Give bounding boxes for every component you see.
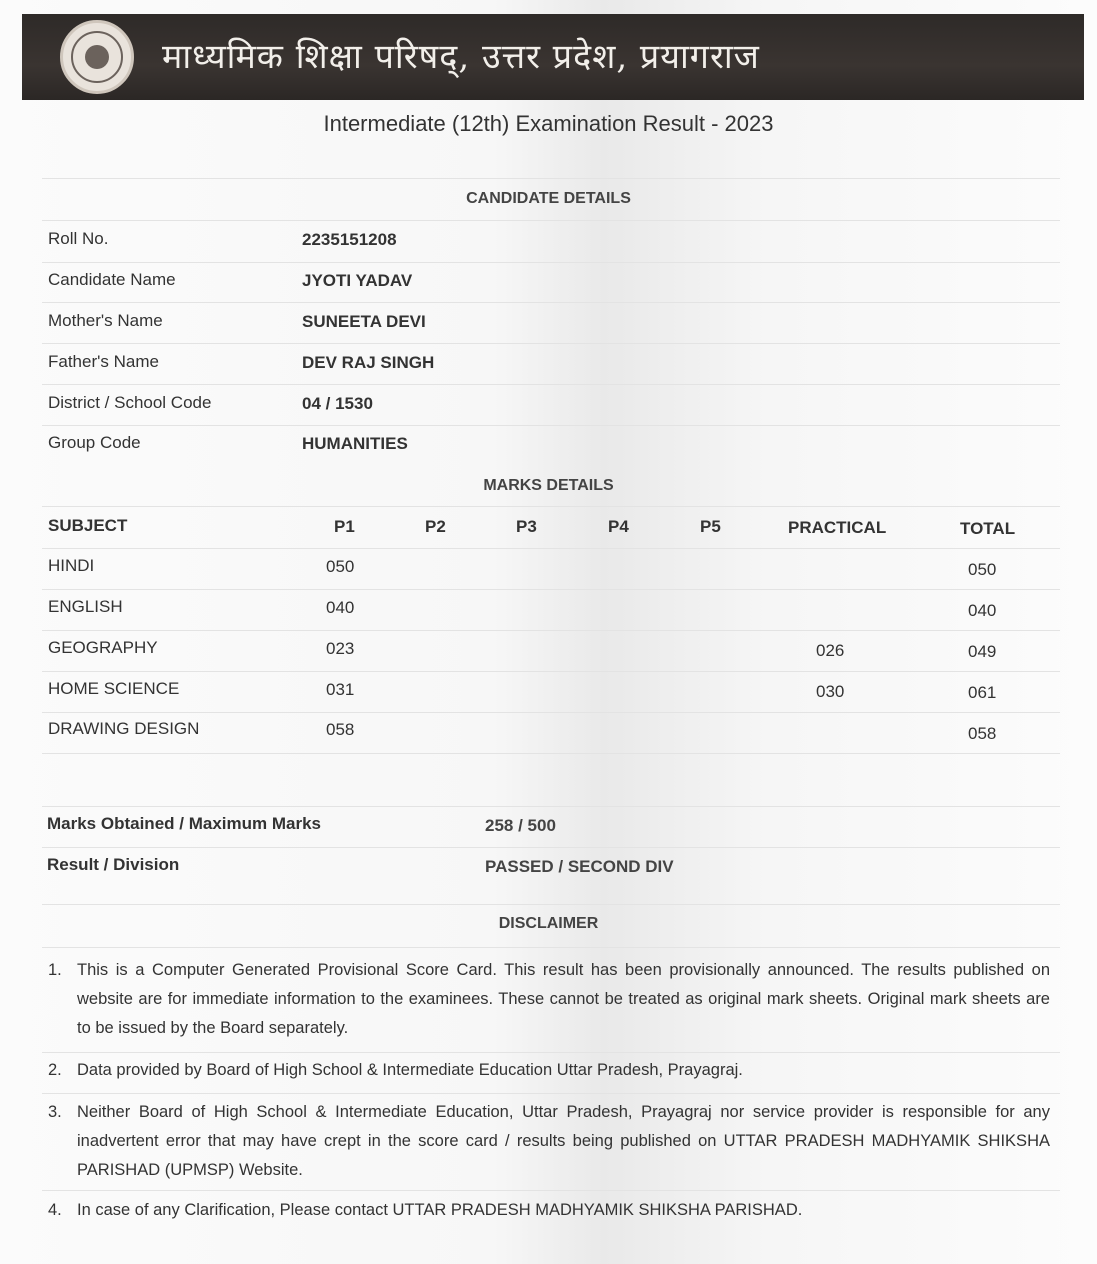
disclaimer-text: Data provided by Board of High School & Intermediate Education Uttar Pradesh, Prayagraj. (77, 1061, 743, 1079)
marks-obtained-label: Marks Obtained / Maximum Marks (47, 814, 321, 833)
subject-name: GEOGRAPHY (48, 638, 158, 657)
district-school-code-label: District / School Code (48, 393, 212, 412)
divider (42, 589, 1060, 590)
col-subject: SUBJECT (48, 516, 128, 535)
divider (42, 178, 1060, 179)
col-p1: P1 (334, 517, 355, 536)
marks-details-heading: MARKS DETAILS (483, 477, 614, 494)
divider (42, 947, 1060, 948)
p1-mark: 058 (326, 720, 355, 739)
total-mark: 049 (968, 642, 997, 661)
disclaimer-item (48, 1056, 1050, 1085)
total-mark: 040 (968, 601, 997, 620)
col-practical: PRACTICAL (788, 518, 887, 537)
divider (42, 1052, 1060, 1053)
divider (42, 384, 1060, 385)
disclaimer-item (48, 1098, 1050, 1185)
subject-name: HOME SCIENCE (48, 679, 180, 698)
total-mark: 058 (968, 724, 997, 743)
father-name-value: DEV RAJ SINGH (302, 353, 435, 372)
group-code-value: HUMANITIES (302, 434, 408, 453)
seal-core (85, 45, 109, 69)
group-code-label: Group Code (48, 433, 141, 452)
col-total: TOTAL (960, 519, 1016, 538)
col-p2: P2 (425, 517, 446, 536)
total-mark: 061 (968, 683, 997, 702)
exam-title: Intermediate (12th) Examination Result - 2023 (323, 111, 774, 136)
total-mark: 050 (968, 560, 997, 579)
divider (42, 1093, 1060, 1094)
subject-name: HINDI (48, 556, 95, 575)
roll-no-label: Roll No. (48, 229, 109, 248)
disclaimer-number: 4. (48, 1201, 62, 1219)
roll-no-value: 2235151208 (302, 230, 397, 249)
disclaimer-text: This is a Computer Generated Provisional Score Card. This result has been provisionally announced. The results published on website are for immediate information to the examinees. These cannot be treated as original mark sheets. Original mark sheets are to be issued by the Board separately. (77, 961, 1050, 1037)
candidate-details-heading: CANDIDATE DETAILS (466, 190, 631, 207)
disclaimer-text: Neither Board of High School & Intermediate Education, Uttar Pradesh, Prayagraj nor service provider is responsible for any inadvertent error that may have crept in the score card / results being published on UTTAR PRADESH MADHYAMIK SHIKSHA PARISHAD (UPMSP) Website. (77, 1103, 1050, 1179)
divider (42, 630, 1060, 631)
disclaimer-text: In case of any Clarification, Please contact UTTAR PRADESH MADHYAMIK SHIKSHA PARISHAD. (77, 1201, 803, 1219)
divider (42, 753, 1060, 754)
divider (42, 904, 1060, 905)
col-p4: P4 (608, 517, 629, 536)
subject-name: ENGLISH (48, 597, 123, 616)
divider (42, 425, 1060, 426)
board-name-hindi: माध्यमिक शिक्षा परिषद्, उत्तर प्रदेश, प्रयागराज (162, 37, 760, 77)
marks-obtained-value: 258 / 500 (485, 816, 556, 835)
divider (42, 262, 1060, 263)
subject-name: DRAWING DESIGN (48, 719, 200, 738)
disclaimer-number: 3. (48, 1103, 62, 1121)
practical-mark: 030 (816, 682, 845, 701)
divider (42, 343, 1060, 344)
p1-mark: 040 (326, 598, 355, 617)
divider (42, 671, 1060, 672)
district-school-code-value: 04 / 1530 (302, 394, 373, 413)
candidate-name-value: JYOTI YADAV (302, 271, 413, 290)
disclaimer-number: 2. (48, 1061, 62, 1079)
divider (42, 548, 1060, 549)
divider (42, 220, 1060, 221)
result-division-label: Result / Division (47, 855, 180, 874)
practical-mark: 026 (816, 641, 845, 660)
board-seal-logo (60, 20, 134, 94)
disclaimer-number: 1. (48, 961, 62, 979)
divider (42, 506, 1060, 507)
divider (42, 712, 1060, 713)
p1-mark: 023 (326, 639, 355, 658)
father-name-label: Father's Name (48, 352, 159, 371)
divider (42, 302, 1060, 303)
divider (42, 1190, 1060, 1191)
col-p5: P5 (700, 517, 721, 536)
candidate-name-label: Candidate Name (48, 270, 176, 289)
divider (42, 847, 1060, 848)
disclaimer-item (48, 956, 1050, 1043)
disclaimer-heading: DISCLAIMER (498, 915, 599, 932)
p1-mark: 050 (326, 557, 355, 576)
p1-mark: 031 (326, 680, 355, 699)
result-division-value: PASSED / SECOND DIV (485, 857, 674, 876)
divider (42, 806, 1060, 807)
col-p3: P3 (516, 517, 537, 536)
mother-name-value: SUNEETA DEVI (302, 312, 426, 331)
mother-name-label: Mother's Name (48, 311, 163, 330)
disclaimer-item (48, 1196, 1050, 1225)
